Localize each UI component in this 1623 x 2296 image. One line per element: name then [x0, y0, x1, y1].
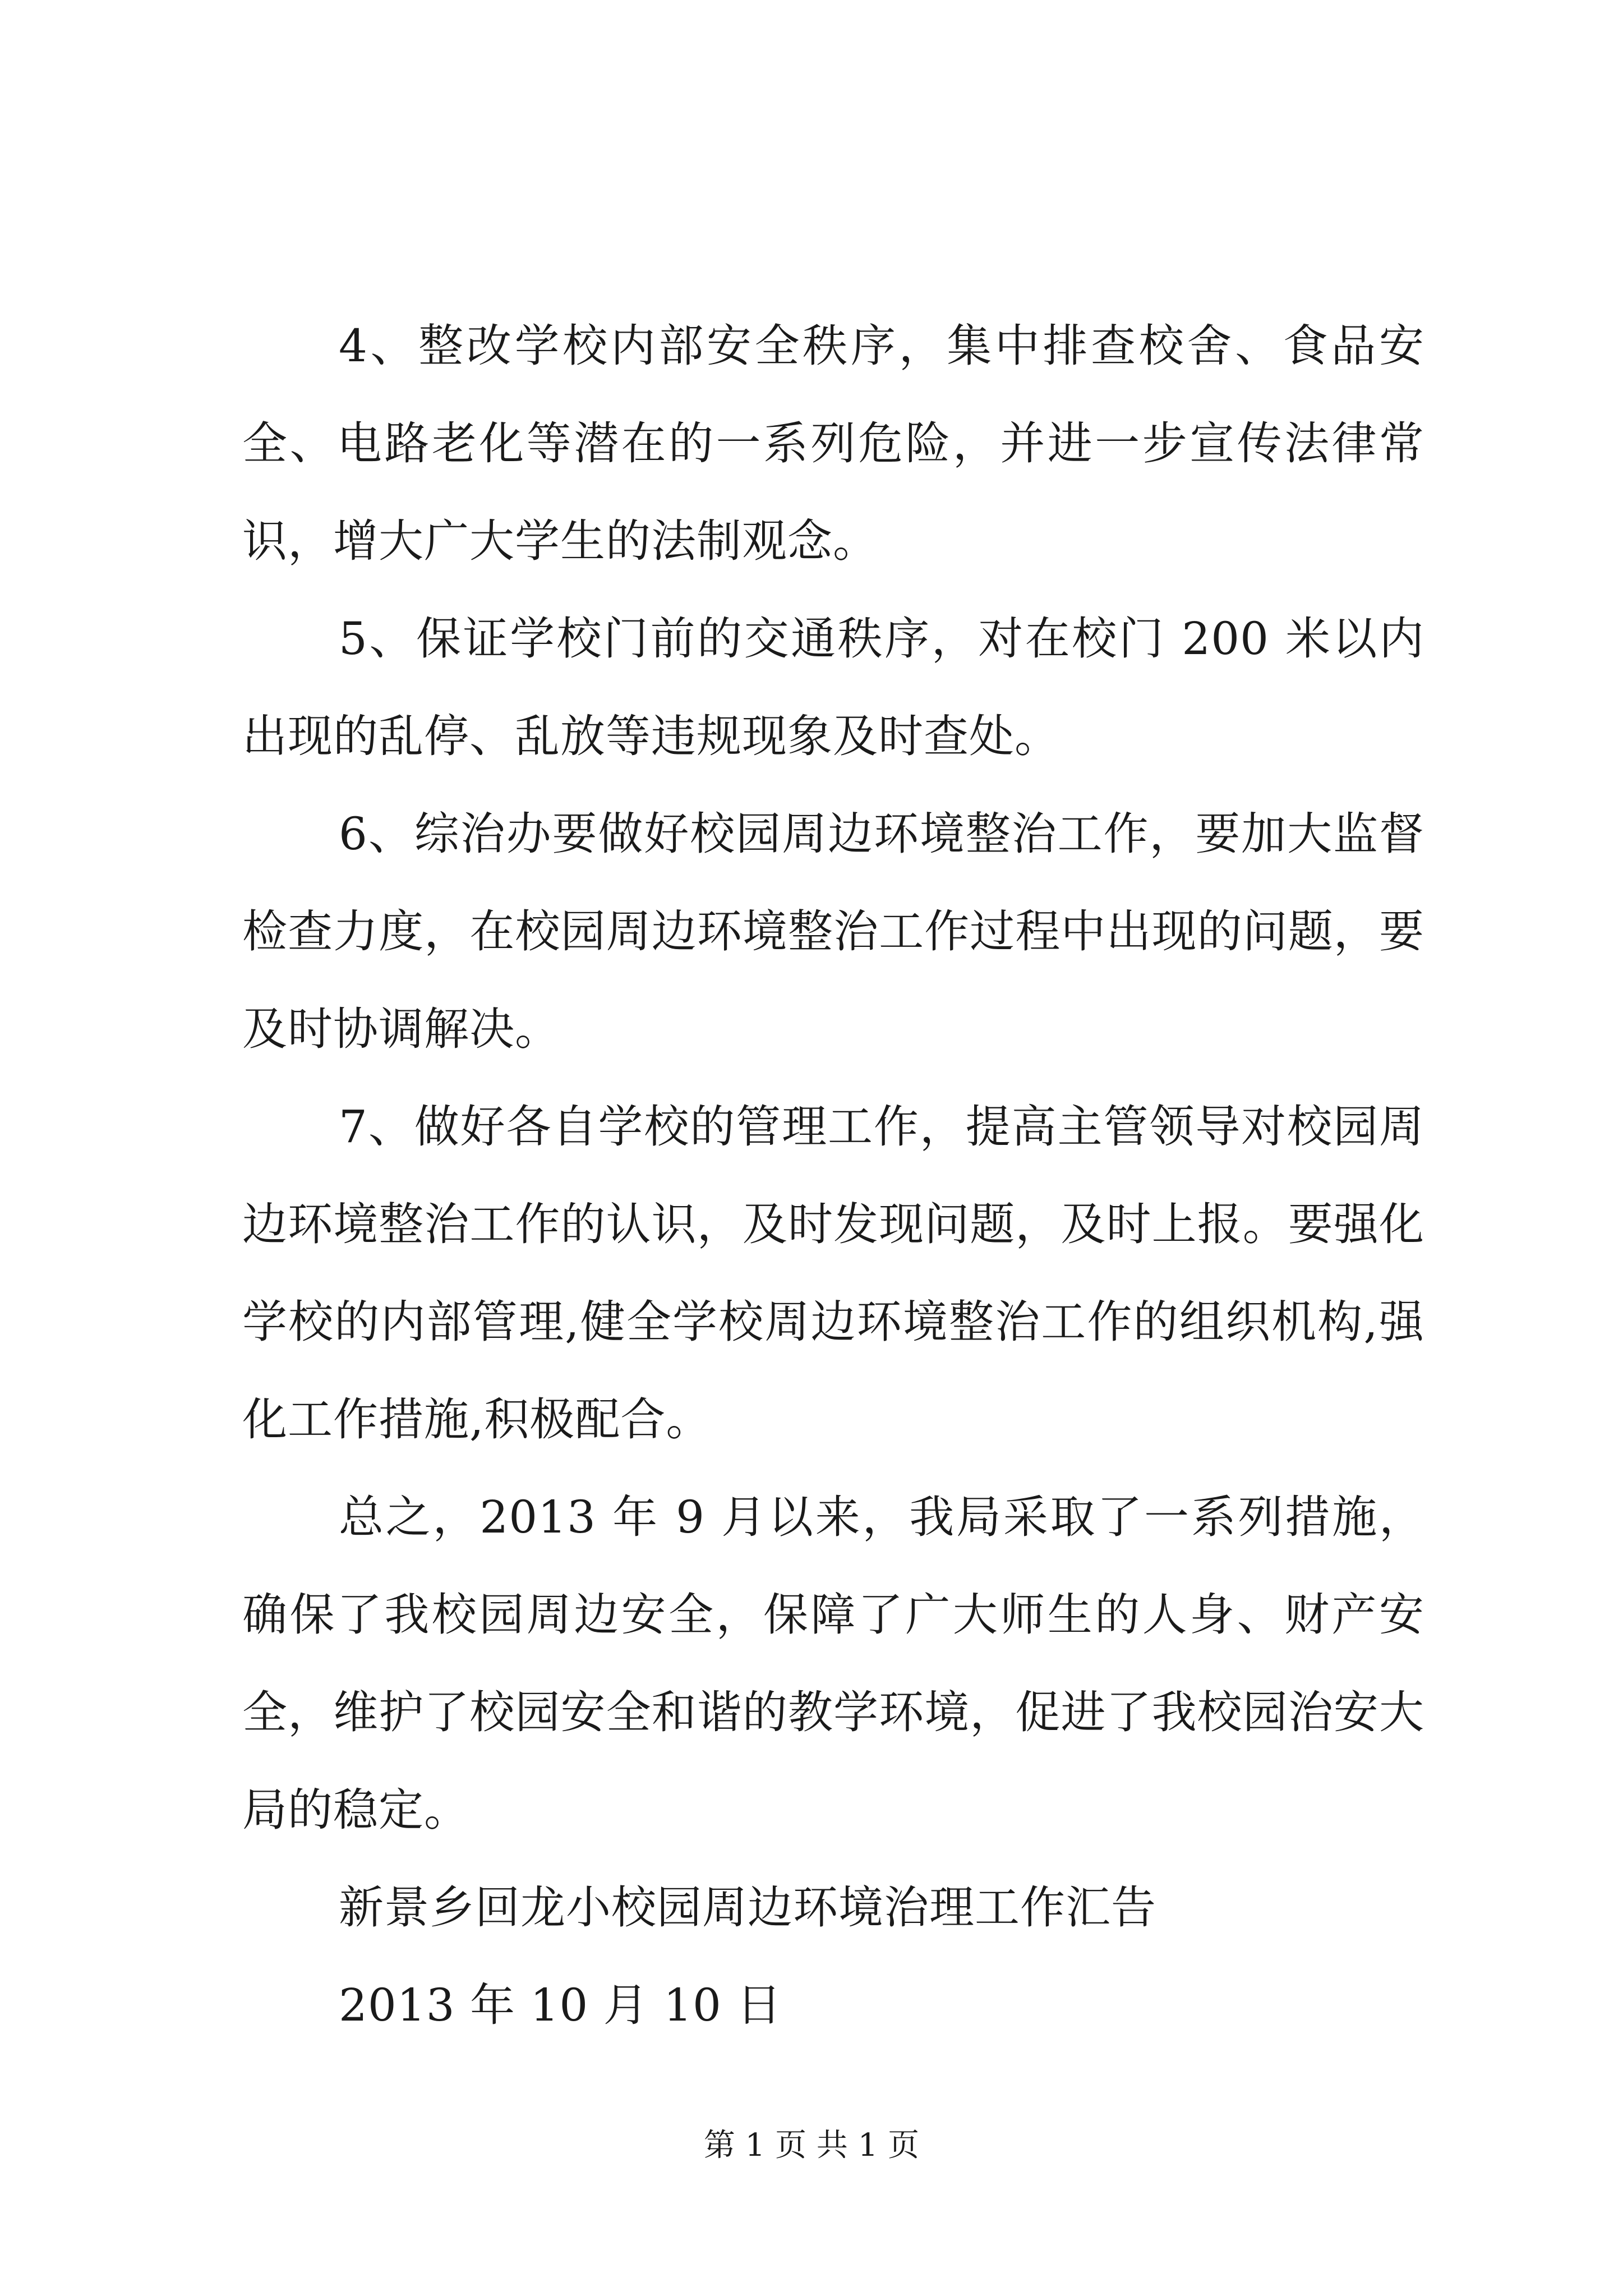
paragraph-item-5: 5、保证学校门前的交通秩序，对在校门 200 米以内出现的乱停、乱放等违规现象及时查处。	[242, 613, 1424, 762]
paragraph-item-7: 7、做好各自学校的管理工作，提高主管领导对校园周边环境整治工作的认识，及时发现问题，及时上报。要强化学校的内部管理,健全学校周边环境整治工作的组织机构,强化工作措施,积极配合。	[242, 1101, 1424, 1446]
paragraph-item-6: 6、综治办要做好校园周边环境整治工作，要加大监督检查力度，在校园周边环境整治工作过程中出现的问题，要及时协调解决。	[242, 808, 1424, 1055]
page-footer: 第 1 页 共 1 页	[703, 2127, 920, 2164]
signature-line: 新景乡回龙小校园周边环境治理工作汇告	[339, 1881, 1156, 1934]
paragraph-summary: 总之，2013 年 9 月以来，我局采取了一系列措施，确保了我校园周边安全，保障了广大师生的人身、财产安全，维护了校园安全和谐的教学环境，促进了我校园治安大局的稳定。	[242, 1491, 1424, 1836]
paragraph-item-4: 4、整改学校内部安全秩序，集中排查校舍、食品安全、电路老化等潜在的一系列危险，并进一步宣传法律常识，增大广大学生的法制观念。	[242, 320, 1424, 567]
date-line: 2013 年 10 月 10 日	[339, 1979, 782, 2031]
document-body	[242, 297, 1424, 2054]
